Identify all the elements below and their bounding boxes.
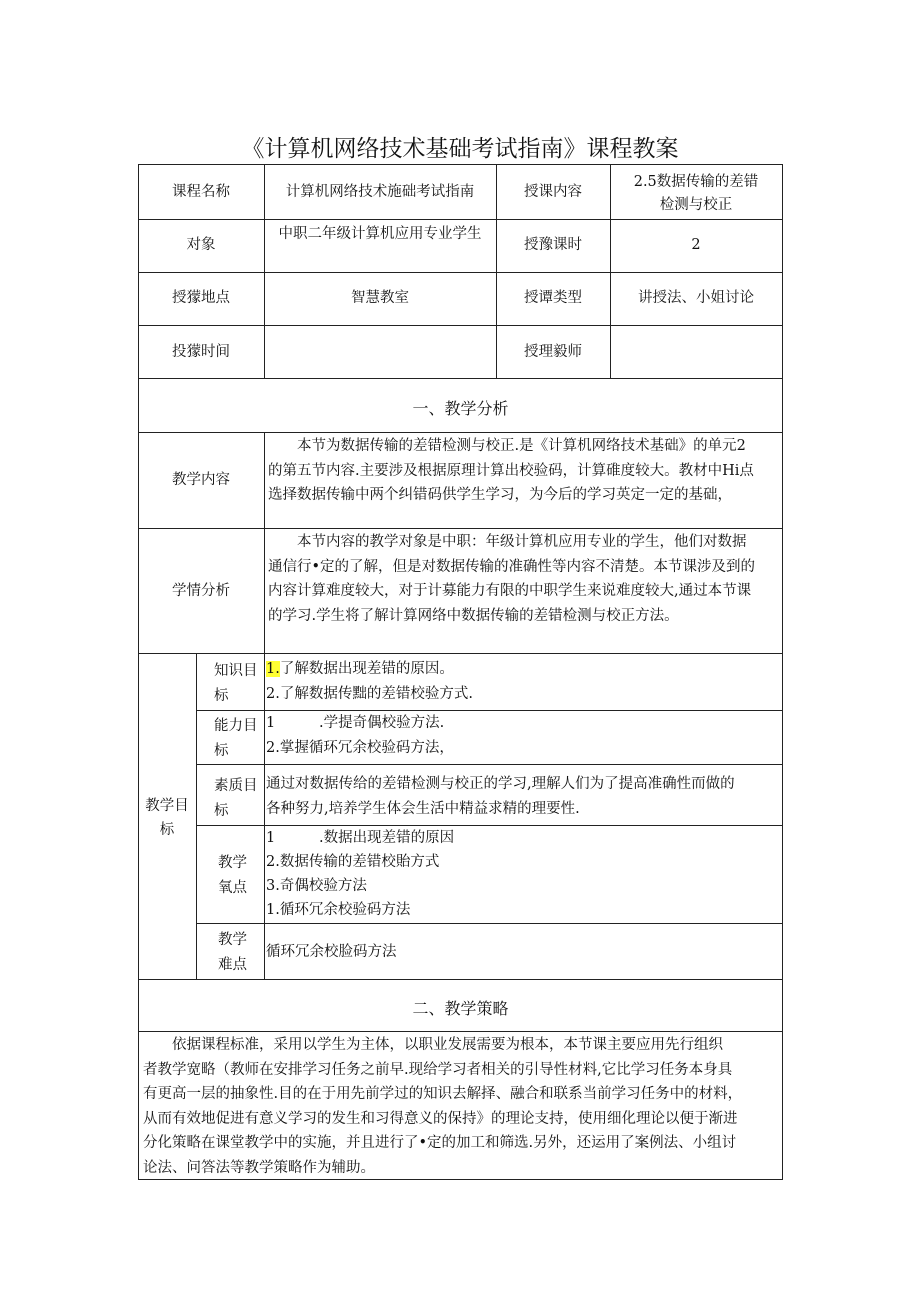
key-point-item: 1.循环冗余校验码方法: [266, 902, 411, 918]
teaching-content-text: [268, 434, 780, 508]
knowledge-goal-label: 知识目: [214, 663, 258, 679]
grid-line: [138, 378, 783, 379]
grid-line: [196, 923, 783, 924]
goals-label: 教学目: [145, 798, 189, 814]
paragraph-line: 通信行•定的了解，但是对数据传输的准确性等内容不清楚。本节课涉及到的: [268, 558, 756, 575]
grid-line: [264, 432, 265, 980]
place-label: 授獴地点: [172, 290, 230, 306]
audience-value: 中职二年级计算机应用专业学生: [278, 226, 482, 242]
grid-line: [196, 653, 197, 980]
grid-line: [138, 528, 783, 529]
grid-line: [138, 432, 783, 433]
knowledge-goal-item: 2.了解数据传黜的差错校验方式.: [266, 686, 473, 702]
grid-line: [782, 164, 783, 1180]
ability-goal-label: 能力目: [214, 718, 258, 734]
content-label: 授课内容: [524, 184, 582, 200]
paragraph-line: 依据课程标准，采用以学生为主体，以职业发展需要为根本，本节课主要应用先行组织: [172, 1037, 723, 1053]
knowledge-goal-text: 了解数据出现差错的原因。: [279, 661, 454, 677]
difficulty-item: 循环冗余校脸码方法: [266, 944, 397, 960]
paragraph-line: 论法、问答法等教学策略作为辅助。: [143, 1159, 375, 1176]
content-value-line: 2.5数据传输的差错: [633, 174, 759, 190]
key-point-item: 3.奇偶校验方法: [266, 878, 367, 894]
paragraph-line: 从而有效地促进有意义学习的发生和习得意义的保持》的理论支持，使用细化理论以便于渐进: [143, 1110, 738, 1127]
quality-goal-label: 素质目: [214, 778, 258, 794]
ability-goal-num: 1: [266, 715, 276, 731]
quality-goal-item: 通过对数据传给的差错检测与校正的学习,理解人们为了提高准确性而做的: [266, 776, 735, 792]
learner-analysis-text: [268, 530, 780, 628]
grid-line: [138, 979, 783, 980]
ability-goal-label: 标: [214, 743, 229, 759]
difficulty-label: 难点: [218, 957, 247, 973]
paragraph-line: 选择数据传输中两个纠错码供学生学习，为今后的学习英定一定的基础，: [268, 487, 732, 503]
section-heading: 二、教学策略: [412, 999, 509, 1018]
highlight-mark: 1.: [266, 661, 280, 677]
type-label: 授谭类型: [524, 290, 582, 306]
key-points-label: 氧点: [218, 880, 247, 896]
section-heading: 一、教学分析: [412, 399, 509, 418]
lesson-plan-table: [138, 164, 783, 1180]
grid-line: [196, 764, 783, 765]
paragraph-line: 本节内容的教学对象是中职：年级计算机应用专业的学生，他们对数据: [297, 534, 747, 550]
quality-goal-label: 标: [214, 803, 229, 819]
page-title: 《计算机网络技术基础考试指南》课程教案: [241, 136, 679, 162]
key-point-num: 1: [266, 830, 276, 846]
time-label: 投獴时间: [172, 344, 230, 360]
course-name-label: 课程名称: [172, 184, 230, 200]
course-name-value: 计算机网络技术施础考试指南: [285, 184, 475, 200]
key-point-item: .数据出现差错的原因: [319, 830, 455, 846]
grid-line: [138, 164, 783, 165]
paragraph-line: 本节为数据传输的差错检测与校正.是《计算机网络技术基础》的单元2: [297, 438, 746, 454]
knowledge-goal-label: 标: [214, 688, 229, 704]
place-value: 智慧教室: [351, 290, 409, 306]
difficulty-label: 教学: [218, 932, 247, 948]
grid-line: [138, 325, 783, 326]
grid-line: [138, 1031, 783, 1032]
strategy-text: [143, 1033, 779, 1180]
paragraph-line: 的学习.学生将了解计算网络中数据传输的差错检测与校正方法。: [268, 607, 679, 624]
content-value-line: 检测与校正: [659, 197, 733, 213]
grid-line: [138, 164, 139, 1180]
paragraph-line: 者教学宽略（教师在安排学习任务之前早.现给学习者相关的引导性材料,它比学习任务本身具: [143, 1061, 733, 1078]
paragraph-line: 有更高一层的抽象性.目的在于用先前学过的知识去解择、融合和联系当前学习任务中的材料，: [143, 1086, 743, 1102]
ability-goal-item: .学提奇偶校验方法.: [319, 715, 445, 731]
grid-line: [196, 710, 783, 711]
grid-line: [138, 219, 783, 220]
quality-goal-item: 各种努力,培养学生体会生活中精益求精的理要性.: [266, 801, 580, 817]
paragraph-line: 分化策略在课堂教学中的实施，并且进行了•定的加工和筛选.另外，还运用了案例法、小组讨: [143, 1135, 737, 1151]
knowledge-goal-item: [266, 657, 454, 681]
teacher-label: 授理毅师: [524, 344, 582, 360]
type-value: 讲授法、小姐讨论: [638, 290, 754, 306]
goals-label: 标: [159, 822, 175, 838]
hours-label: 授豫课时: [524, 237, 582, 253]
key-point-item: 2.数据传输的差错校貽方式: [266, 854, 440, 870]
key-points-label: 教学: [218, 855, 247, 871]
paragraph-line: 内容计算难度较大，对于计募能力有限的中职学生来说难度较大,通过本节课: [268, 583, 752, 599]
ability-goal-item: 2.掌握循环冗余校验码方法，: [266, 740, 454, 756]
grid-line: [138, 272, 783, 273]
grid-line: [196, 825, 783, 826]
paragraph-line: 的第五节内容.主要涉及根据原理计算出校验码，计算碓度较大。教材中Hi点: [268, 462, 754, 479]
audience-label: 对象: [186, 237, 216, 253]
hours-value: 2: [691, 237, 701, 253]
grid-line: [138, 653, 783, 654]
teaching-content-label: 教学内容: [172, 472, 230, 488]
learner-analysis-label: 学情分析: [172, 583, 230, 599]
